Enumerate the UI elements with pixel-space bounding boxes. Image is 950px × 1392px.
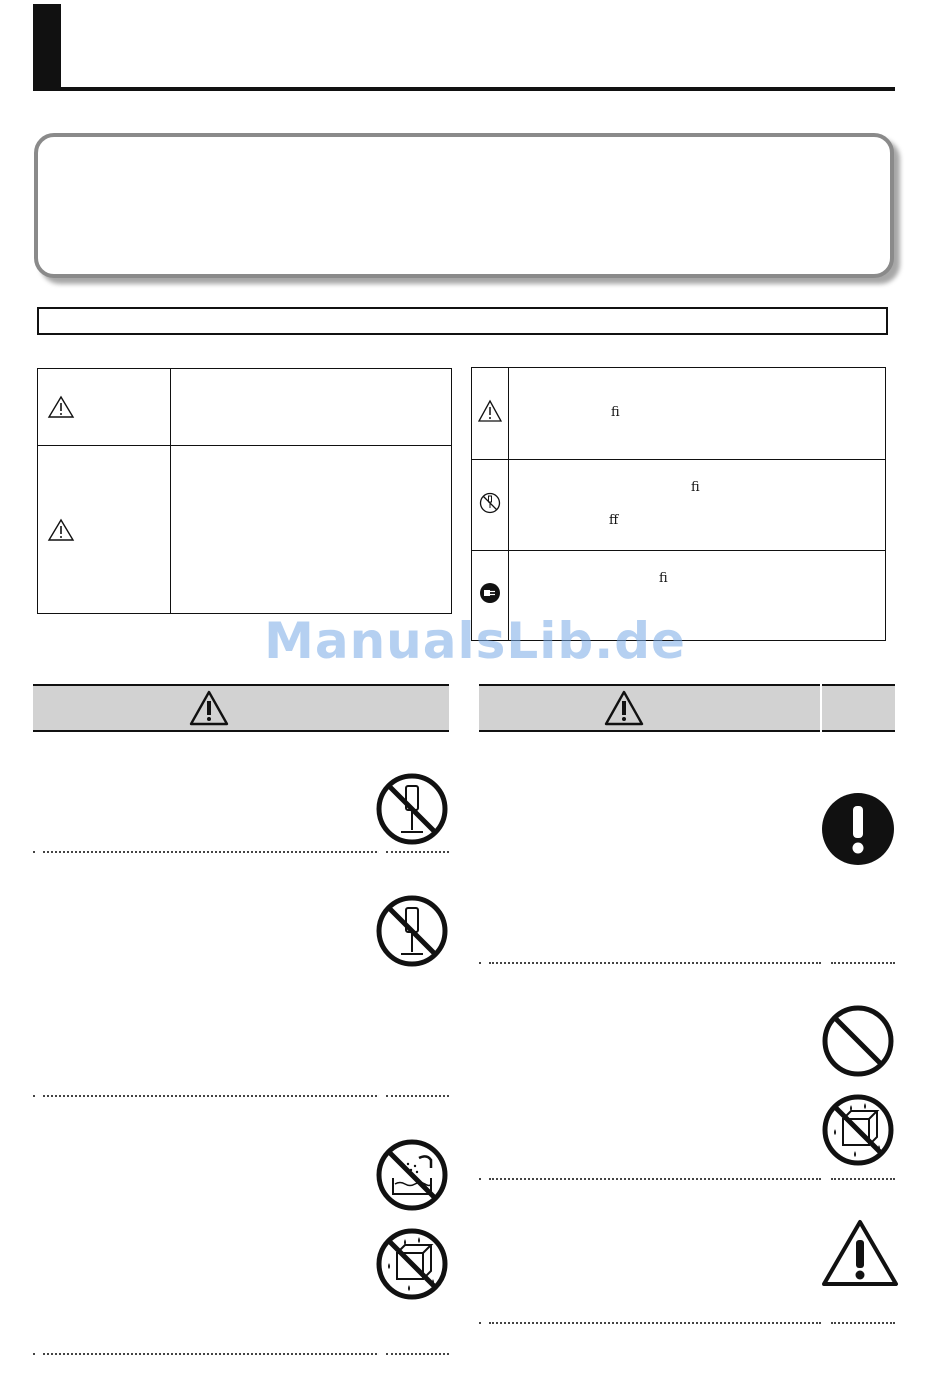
no-wet-hands-icon bbox=[375, 1227, 449, 1301]
ligature-glyph: ﬁ bbox=[611, 405, 620, 420]
dotted-separator bbox=[386, 851, 449, 853]
no-disassemble-icon bbox=[375, 894, 449, 968]
dotted-separator bbox=[831, 962, 895, 964]
dotted-separator bbox=[831, 1322, 895, 1324]
dotted-separator bbox=[831, 1178, 895, 1180]
dotted-separator bbox=[386, 1353, 449, 1355]
caution-row-text-cell bbox=[171, 446, 452, 614]
no-wet-hands-icon bbox=[821, 1093, 895, 1167]
no-water-splash-icon bbox=[375, 1138, 449, 1212]
separator-dot bbox=[479, 962, 481, 964]
watermark: ManualsLib.de bbox=[264, 612, 686, 670]
dotted-separator bbox=[489, 1322, 821, 1324]
warning-row-icon-cell bbox=[38, 369, 171, 446]
symbols-banner bbox=[37, 307, 888, 335]
right-warning-header bbox=[479, 684, 895, 732]
caution-triangle-icon bbox=[603, 689, 645, 727]
section-tab-block bbox=[33, 4, 61, 90]
caution-row-icon-cell bbox=[38, 446, 171, 614]
separator-dot bbox=[479, 1322, 481, 1324]
prohibition-icon-cell bbox=[472, 460, 509, 551]
ligature-glyph: ﬁ bbox=[659, 571, 668, 586]
header-rule bbox=[33, 87, 895, 91]
ligature-glyph: ﬁ bbox=[691, 480, 700, 495]
dotted-separator bbox=[43, 851, 377, 853]
separator-dot bbox=[33, 851, 35, 853]
left-symbol-table bbox=[37, 368, 452, 614]
ligature-glyph: ﬀ bbox=[609, 513, 619, 528]
no-disassemble-icon bbox=[478, 491, 502, 515]
left-warning-header bbox=[33, 684, 449, 732]
prohibited-circle-icon bbox=[821, 1004, 895, 1078]
attention-icon-cell bbox=[472, 368, 509, 460]
dotted-separator bbox=[386, 1095, 449, 1097]
caution-triangle-icon bbox=[188, 689, 230, 727]
intro-box bbox=[34, 133, 894, 278]
right-symbol-table bbox=[471, 367, 886, 641]
dotted-separator bbox=[43, 1353, 377, 1355]
caution-triangle-icon bbox=[821, 1218, 899, 1288]
warning-triangle-icon bbox=[477, 399, 503, 423]
exclamation-circle-icon bbox=[821, 792, 895, 866]
separator-dot bbox=[33, 1095, 35, 1097]
header-gap bbox=[820, 684, 822, 732]
dotted-separator bbox=[43, 1095, 377, 1097]
separator-dot bbox=[33, 1353, 35, 1355]
warning-row-text-cell bbox=[171, 369, 452, 446]
separator-dot bbox=[479, 1178, 481, 1180]
no-disassemble-icon bbox=[375, 772, 449, 846]
dotted-separator bbox=[489, 1178, 821, 1180]
warning-triangle-icon bbox=[46, 394, 76, 420]
attention-text-cell bbox=[509, 368, 886, 460]
prohibition-text-cell bbox=[509, 460, 886, 551]
dotted-separator bbox=[489, 962, 821, 964]
unplug-icon bbox=[478, 581, 502, 605]
warning-triangle-icon bbox=[46, 517, 76, 543]
